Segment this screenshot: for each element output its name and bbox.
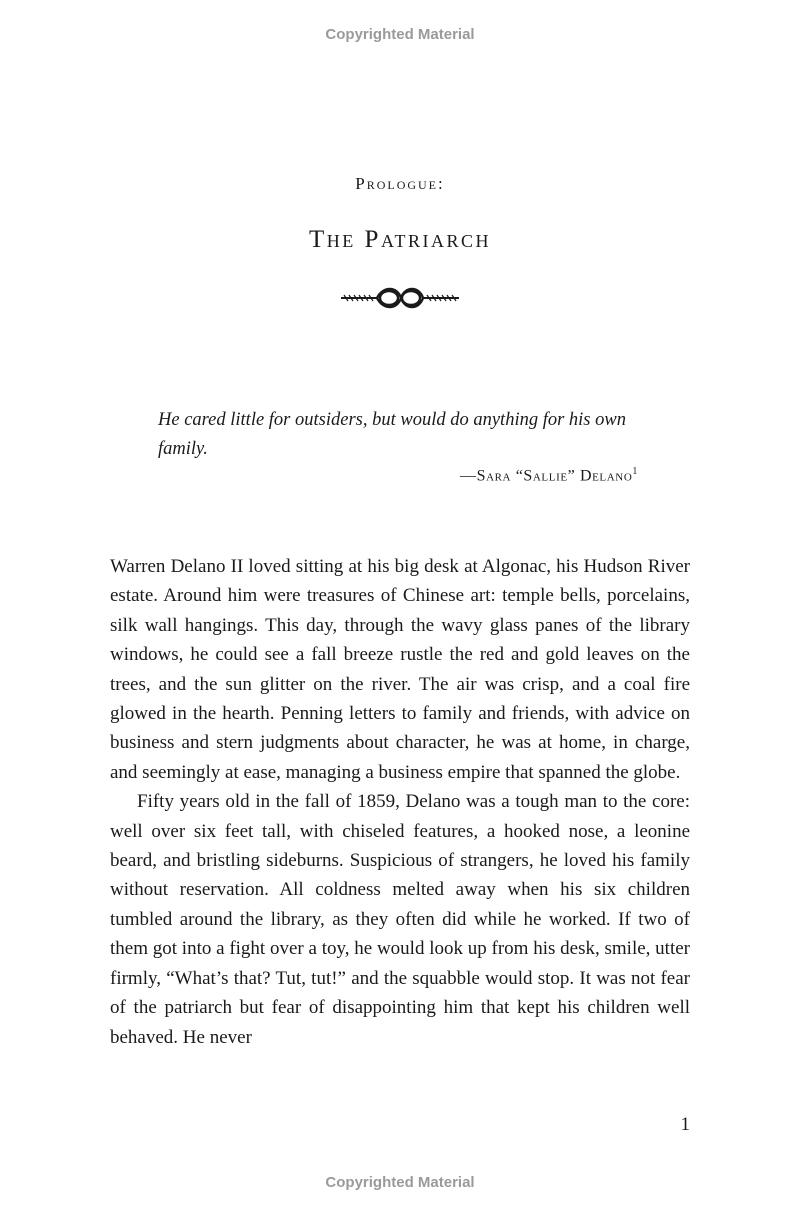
paragraph: Fifty years old in the fall of 1859, Delano was a tough man to the core: well over six feet tall, with chiseled features, a hooked nose, a leonine beard, and bristling sideburns. Suspicious of strangers, he loved his family without reservation. All coldness melted away when his six children tumbled around the library, as they often did while he worked. If two of them got into a fight over a toy, he would look up from his desk, smile, utter firmly, “What’s that? Tut, tut!” and the squabble would stop. It was not fear of the patriarch but fear of disappointing him that kept his children well behaved. He never [110, 791, 690, 1048]
watermark-bottom: Copyrighted Material [325, 1174, 475, 1191]
watermark-top: Copyrighted Material [325, 26, 475, 43]
epigraph [158, 406, 648, 485]
chapter-title: The Patriarch [309, 226, 491, 253]
rope-knot-icon [339, 284, 461, 312]
page-number: 1 [680, 1114, 690, 1135]
chapter-kicker: Prologue: [355, 174, 445, 193]
footnote-reference: 1 [632, 466, 638, 477]
epigraph-attribution [158, 466, 648, 485]
body-text [110, 552, 690, 1052]
paragraph: Warren Delano II loved sitting at his big desk at Algonac, his Hudson River estate. Around him were treasures of Chinese art: temple bells, porcelains, silk wall hangings. This day, through the wavy glass panes of the library windows, he could see a fall breeze rustle the red and gold leaves on the trees, and the sun glitter on the river. The air was crisp, and a coal fire glowed in the hearth. Penning letters to family and friends, with advice on business and stern judgments about character, he was at home, in charge, and seemingly at ease, managing a business empire that spanned the globe. [110, 556, 690, 783]
epigraph-quote: He cared little for outsiders, but would do anything for his own family. [158, 410, 626, 459]
epigraph-author: —Sara “Sallie” Delano [459, 467, 633, 485]
